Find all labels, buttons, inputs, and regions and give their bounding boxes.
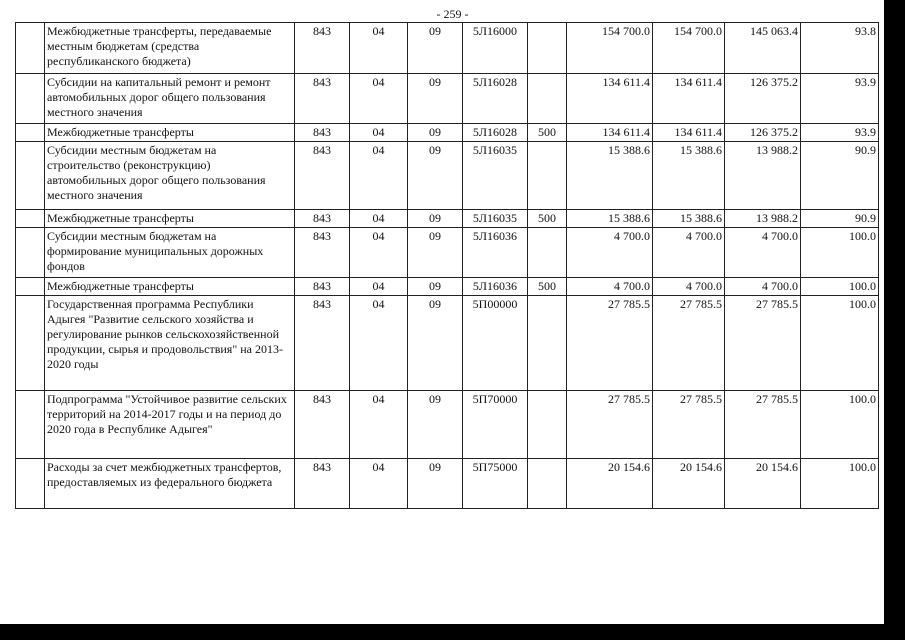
- cell-subsection: 09: [408, 23, 463, 74]
- cell-col2: 134 611.4: [653, 124, 725, 142]
- cell-blank: [16, 391, 45, 459]
- table-row: [16, 74, 879, 124]
- cell-section: 04: [350, 296, 408, 391]
- cell-col1: 15 388.6: [567, 210, 653, 228]
- cell-pct: 100.0: [801, 228, 879, 278]
- cell-subsection: 09: [408, 391, 463, 459]
- cell-target: 5Л16000: [463, 23, 528, 74]
- cell-pct: 93.8: [801, 23, 879, 74]
- cell-name: Государственная программа Республики Адыгея "Развитие сельского хозяйства и регулирование рынков сельскохозяйственной продукции, сырья и продовольствия" на 2013-2020 годы: [45, 296, 295, 391]
- cell-type: [528, 23, 567, 74]
- cell-col2: 134 611.4: [653, 74, 725, 124]
- cell-name: Субсидии на капитальный ремонт и ремонт автомобильных дорог общего пользования местного значения: [45, 74, 295, 124]
- cell-col3: 13 988.2: [725, 142, 801, 210]
- cell-blank: [16, 278, 45, 296]
- cell-subsection: 09: [408, 74, 463, 124]
- cell-col3: 126 375.2: [725, 74, 801, 124]
- cell-pct: 100.0: [801, 391, 879, 459]
- cell-col3: 20 154.6: [725, 459, 801, 509]
- cell-target: 5Л16035: [463, 142, 528, 210]
- cell-subsection: 09: [408, 228, 463, 278]
- cell-col1: 134 611.4: [567, 124, 653, 142]
- table-row: [16, 124, 879, 142]
- cell-col3: 27 785.5: [725, 391, 801, 459]
- cell-target: 5П70000: [463, 391, 528, 459]
- cell-col2: 27 785.5: [653, 391, 725, 459]
- table-row: [16, 391, 879, 459]
- scan-edge-right: [884, 0, 905, 640]
- cell-type: [528, 459, 567, 509]
- cell-subsection: 09: [408, 278, 463, 296]
- cell-target: 5Л16035: [463, 210, 528, 228]
- cell-col3: 145 063.4: [725, 23, 801, 74]
- table-row: [16, 296, 879, 391]
- cell-name: Подпрограмма "Устойчивое развитие сельских территорий на 2014-2017 годы и на период до 2020 года в Республике Адыгея": [45, 391, 295, 459]
- cell-col2: 154 700.0: [653, 23, 725, 74]
- cell-pct: 90.9: [801, 210, 879, 228]
- cell-section: 04: [350, 23, 408, 74]
- cell-blank: [16, 296, 45, 391]
- cell-section: 04: [350, 74, 408, 124]
- budget-table: [15, 22, 879, 509]
- cell-subsection: 09: [408, 459, 463, 509]
- cell-col2: 15 388.6: [653, 210, 725, 228]
- cell-name: Субсидии местным бюджетам на строительство (реконструкцию) автомобильных дорог общего пользования местного значения: [45, 142, 295, 210]
- cell-col3: 4 700.0: [725, 228, 801, 278]
- table-row: [16, 228, 879, 278]
- cell-type: 500: [528, 124, 567, 142]
- cell-ministry: 843: [295, 142, 350, 210]
- cell-section: 04: [350, 459, 408, 509]
- cell-name: Расходы за счет межбюджетных трансфертов, предоставляемых из федерального бюджета: [45, 459, 295, 509]
- cell-section: 04: [350, 278, 408, 296]
- table-row: [16, 23, 879, 74]
- cell-blank: [16, 124, 45, 142]
- cell-col1: 154 700.0: [567, 23, 653, 74]
- cell-col1: 27 785.5: [567, 296, 653, 391]
- cell-type: [528, 296, 567, 391]
- cell-blank: [16, 228, 45, 278]
- cell-ministry: 843: [295, 210, 350, 228]
- cell-name: Межбюджетные трансферты, передаваемые местным бюджетам (средства республиканского бюджета): [45, 23, 295, 74]
- cell-ministry: 843: [295, 391, 350, 459]
- cell-ministry: 843: [295, 74, 350, 124]
- cell-col3: 13 988.2: [725, 210, 801, 228]
- table-row: [16, 459, 879, 509]
- cell-subsection: 09: [408, 142, 463, 210]
- cell-pct: 90.9: [801, 142, 879, 210]
- cell-subsection: 09: [408, 210, 463, 228]
- cell-pct: 100.0: [801, 459, 879, 509]
- page-number: - 259 -: [436, 7, 469, 21]
- cell-target: 5Л16028: [463, 124, 528, 142]
- cell-col2: 4 700.0: [653, 228, 725, 278]
- cell-col1: 20 154.6: [567, 459, 653, 509]
- cell-blank: [16, 459, 45, 509]
- cell-col2: 20 154.6: [653, 459, 725, 509]
- cell-blank: [16, 23, 45, 74]
- cell-ministry: 843: [295, 296, 350, 391]
- cell-name: Субсидии местным бюджетам на формирование муниципальных дорожных фондов: [45, 228, 295, 278]
- cell-section: 04: [350, 228, 408, 278]
- cell-name: Межбюджетные трансферты: [45, 124, 295, 142]
- cell-col3: 27 785.5: [725, 296, 801, 391]
- cell-type: [528, 74, 567, 124]
- cell-ministry: 843: [295, 228, 350, 278]
- table-row: [16, 142, 879, 210]
- cell-col2: 15 388.6: [653, 142, 725, 210]
- cell-pct: 100.0: [801, 296, 879, 391]
- table-body: [16, 23, 879, 509]
- cell-name: Межбюджетные трансферты: [45, 278, 295, 296]
- cell-section: 04: [350, 124, 408, 142]
- cell-pct: 100.0: [801, 278, 879, 296]
- cell-col1: 15 388.6: [567, 142, 653, 210]
- cell-section: 04: [350, 210, 408, 228]
- cell-target: 5Л16036: [463, 278, 528, 296]
- cell-col1: 4 700.0: [567, 278, 653, 296]
- cell-col3: 126 375.2: [725, 124, 801, 142]
- cell-type: [528, 228, 567, 278]
- cell-ministry: 843: [295, 278, 350, 296]
- cell-col2: 27 785.5: [653, 296, 725, 391]
- cell-col1: 27 785.5: [567, 391, 653, 459]
- cell-col3: 4 700.0: [725, 278, 801, 296]
- cell-subsection: 09: [408, 296, 463, 391]
- cell-type: 500: [528, 210, 567, 228]
- cell-blank: [16, 210, 45, 228]
- cell-target: 5П00000: [463, 296, 528, 391]
- cell-target: 5Л16028: [463, 74, 528, 124]
- cell-pct: 93.9: [801, 74, 879, 124]
- cell-ministry: 843: [295, 459, 350, 509]
- cell-ministry: 843: [295, 23, 350, 74]
- cell-type: [528, 391, 567, 459]
- cell-blank: [16, 74, 45, 124]
- cell-section: 04: [350, 391, 408, 459]
- cell-target: 5П75000: [463, 459, 528, 509]
- table-row: [16, 210, 879, 228]
- cell-col2: 4 700.0: [653, 278, 725, 296]
- cell-col1: 4 700.0: [567, 228, 653, 278]
- cell-name: Межбюджетные трансферты: [45, 210, 295, 228]
- cell-type: 500: [528, 278, 567, 296]
- cell-col1: 134 611.4: [567, 74, 653, 124]
- cell-subsection: 09: [408, 124, 463, 142]
- table-row: [16, 278, 879, 296]
- cell-target: 5Л16036: [463, 228, 528, 278]
- cell-blank: [16, 142, 45, 210]
- cell-pct: 93.9: [801, 124, 879, 142]
- cell-type: [528, 142, 567, 210]
- cell-section: 04: [350, 142, 408, 210]
- cell-ministry: 843: [295, 124, 350, 142]
- scan-edge-bottom: [0, 624, 905, 640]
